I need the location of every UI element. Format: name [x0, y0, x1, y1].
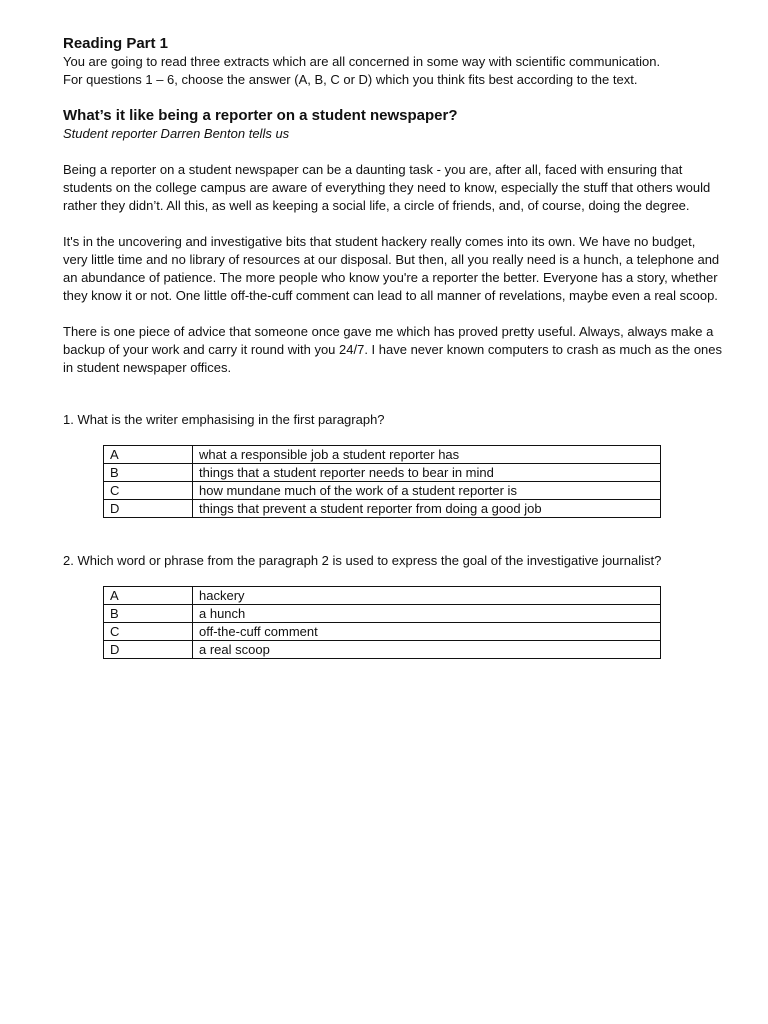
section-heading: Reading Part 1 [63, 35, 169, 52]
option-letter: C [104, 482, 193, 500]
article-byline: Student reporter Darren Benton tells us [63, 126, 290, 141]
option-letter: B [104, 464, 193, 482]
option-text: what a responsible job a student reporter has [193, 446, 661, 464]
option-row[interactable] [104, 482, 661, 500]
article-paragraph-3: There is one piece of advice that someone once gave me which has proved pretty useful. Always, always make a backup of your work and carry it round with you 24/7. I have never known computers to crash as much as the ones in student newspaper offices. [63, 324, 723, 375]
option-row[interactable] [104, 446, 661, 464]
option-letter: C [104, 623, 193, 641]
option-text: things that a student reporter needs to bear in mind [193, 464, 661, 482]
article-body [63, 161, 723, 377]
option-letter: B [104, 605, 193, 623]
option-letter: D [104, 641, 193, 659]
option-text: hackery [193, 587, 661, 605]
question-1-options-table [103, 445, 661, 518]
instructions-text: For questions 1 – 6, choose the answer (A, B, C or D) which you think fits best according to the text. [63, 72, 638, 87]
question-1-text: 1. What is the writer emphasising in the first paragraph? [63, 412, 385, 427]
question-1 [63, 411, 723, 518]
option-letter: A [104, 446, 193, 464]
option-letter: A [104, 587, 193, 605]
article-paragraph-2: It's in the uncovering and investigative bits that student hackery really comes into its own. We have no budget, very little time and no library of resources at our disposal. But then, all you really need is a hunch, a telephone and an abundance of patience. The more people who know you're a reporter the better. Everyone has a story, whether they know it or not. One little off-the-cuff comment can lead to all manner of revelations, maybe even a real scoop. [63, 234, 720, 303]
article-paragraph-1: Being a reporter on a student newspaper can be a daunting task - you are, after all, faced with ensuring that students on the college campus are aware of everything they need to know, especially the stuff that others would rather they didn’t. All this, as well as keeping a social life, a circle of friends, and, of course, doing the degree. [63, 162, 711, 213]
option-text: a real scoop [193, 641, 661, 659]
option-letter: D [104, 500, 193, 518]
option-row[interactable] [104, 641, 661, 659]
option-row[interactable] [104, 500, 661, 518]
article-title: What’s it like being a reporter on a student newspaper? [63, 107, 458, 124]
option-text: how mundane much of the work of a student reporter is [193, 482, 661, 500]
option-text: off-the-cuff comment [193, 623, 661, 641]
option-row[interactable] [104, 587, 661, 605]
option-row[interactable] [104, 623, 661, 641]
option-text: things that prevent a student reporter from doing a good job [193, 500, 661, 518]
worksheet-page [63, 34, 723, 659]
intro-text: You are going to read three extracts which are all concerned in some way with scientific communication. [63, 54, 661, 69]
question-2 [63, 552, 723, 659]
option-text: a hunch [193, 605, 661, 623]
option-row[interactable] [104, 605, 661, 623]
question-2-options-table [103, 586, 661, 659]
option-row[interactable] [104, 464, 661, 482]
question-2-text: 2. Which word or phrase from the paragraph 2 is used to express the goal of the investigative journalist? [63, 553, 662, 568]
